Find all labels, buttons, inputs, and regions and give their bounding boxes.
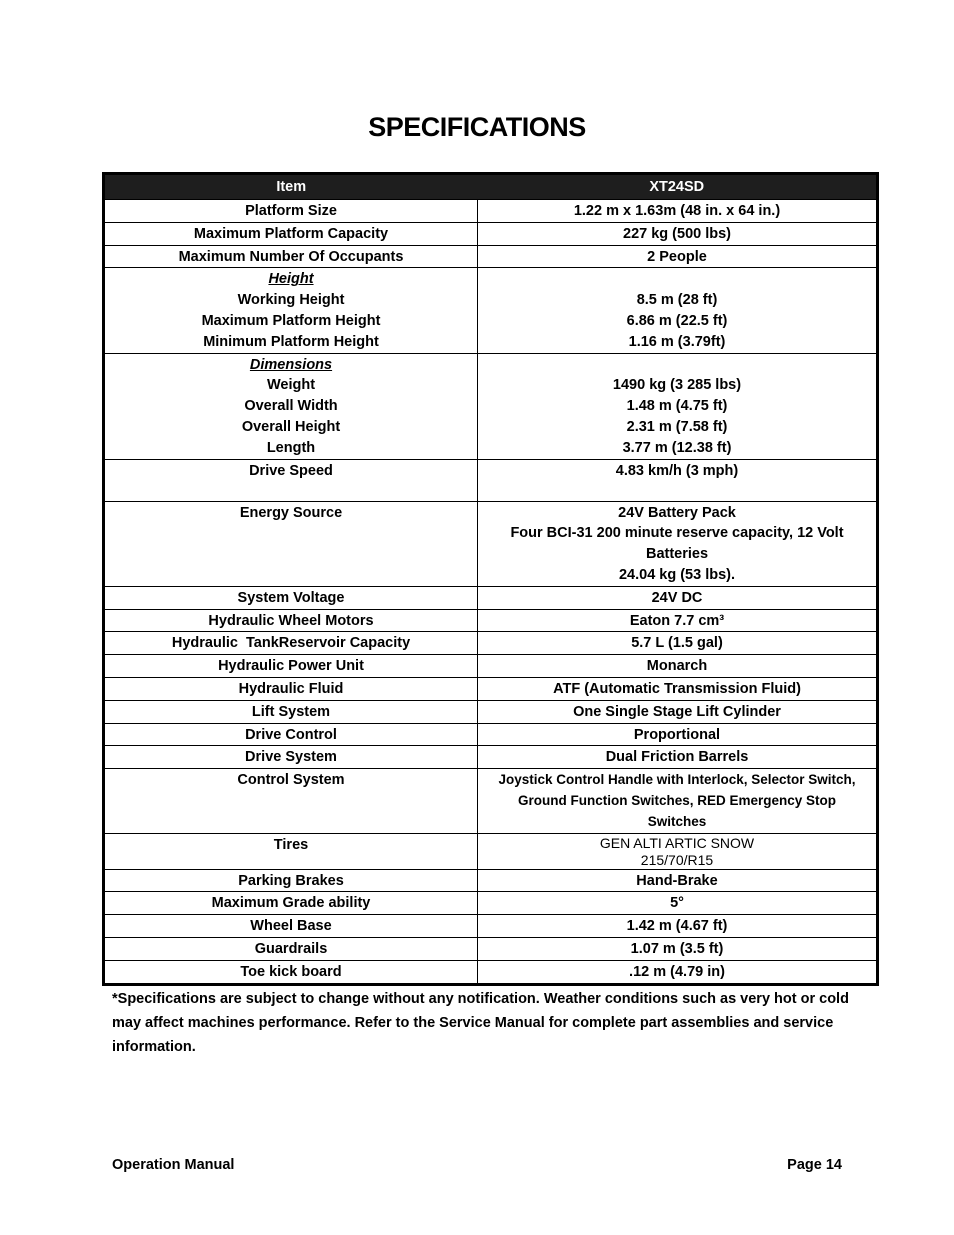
row-value: Hand-Brake	[478, 869, 878, 892]
row-value: 24V DC	[478, 586, 878, 609]
row-label: Working Height	[237, 292, 345, 309]
disclaimer-note: *Specifications are subject to change without any notification. Weather conditions such as very hot or cold may affect machines performance. Refer to the Service Manual for complete part assemblies and service information.	[112, 991, 849, 1055]
table-row	[104, 700, 878, 723]
table-row	[104, 677, 878, 700]
row-value: 24.04 kg (53 lbs).	[618, 566, 736, 583]
row-value: ATF (Automatic Transmission Fluid)	[478, 677, 878, 700]
row-label: Lift System	[104, 700, 478, 723]
row-label: Energy Source	[104, 501, 478, 586]
row-value: 8.5 m (28 ft)	[636, 292, 718, 309]
control-system-values	[478, 769, 878, 833]
table-row	[104, 915, 878, 938]
row-label: Hydraulic Fluid	[104, 677, 478, 700]
row-label: Parking Brakes	[104, 869, 478, 892]
row-value: 5.7 L (1.5 gal)	[478, 632, 878, 655]
row-value: 1.48 m (4.75 ft)	[626, 398, 728, 415]
row-value: 24V Battery Pack	[618, 504, 736, 521]
row-value: 4.83 km/h (3 mph)	[478, 459, 878, 501]
row-label: Wheel Base	[104, 915, 478, 938]
row-label: Hydraulic Power Unit	[104, 655, 478, 678]
row-label: Control System	[104, 769, 478, 833]
row-value: 215/70/R15	[640, 851, 714, 868]
table-row-tires	[104, 833, 878, 869]
row-value: Joystick Control Handle with Interlock, Selector Switch,	[498, 772, 856, 788]
page-title: SPECIFICATIONS	[368, 112, 586, 142]
row-label: Minimum Platform Height	[203, 333, 379, 350]
table-row-dimensions	[104, 353, 878, 459]
row-value: 5°	[478, 892, 878, 915]
row-value: 6.86 m (22.5 ft)	[626, 312, 728, 329]
row-label: Weight	[266, 377, 316, 394]
row-value: 2 People	[478, 245, 878, 268]
table-row	[104, 586, 878, 609]
dimension-labels	[104, 353, 478, 459]
row-value: 2.31 m (7.58 ft)	[626, 418, 728, 435]
footer-page-number: Page 14	[787, 1157, 842, 1173]
row-value: Four BCI-31 200 minute reserve capacity, 12 Volt Batteries	[510, 525, 844, 563]
table-row	[104, 245, 878, 268]
row-value: Monarch	[478, 655, 878, 678]
row-label: Length	[266, 439, 316, 456]
row-label: Tires	[104, 833, 478, 869]
header-model: XT24SD	[478, 174, 878, 200]
row-label: Maximum Platform Capacity	[104, 222, 478, 245]
row-value: 1.16 m (3.79ft)	[628, 333, 726, 350]
table-row	[104, 459, 878, 501]
page-footer	[112, 1157, 842, 1173]
row-value: .12 m (4.79 in)	[478, 960, 878, 984]
row-label: Hydraulic Wheel Motors	[104, 609, 478, 632]
row-label: Overall Height	[241, 418, 341, 435]
row-value: GEN ALTI ARTIC SNOW	[599, 834, 755, 851]
section-heading-height: Height	[268, 271, 314, 288]
row-value: 3.77 m (12.38 ft)	[622, 439, 732, 456]
energy-source-values	[478, 501, 878, 586]
section-heading-dimensions: Dimensions	[249, 356, 333, 373]
row-label: Maximum Number Of Occupants	[104, 245, 478, 268]
table-row	[104, 869, 878, 892]
row-label: Hydraulic TankReservoir Capacity	[104, 632, 478, 655]
row-value: 1.22 m x 1.63m (48 in. x 64 in.)	[478, 200, 878, 223]
row-label: Maximum Grade ability	[104, 892, 478, 915]
table-row	[104, 655, 878, 678]
height-values	[478, 268, 878, 353]
table-row	[104, 937, 878, 960]
row-value: Dual Friction Barrels	[478, 746, 878, 769]
row-value: Proportional	[478, 723, 878, 746]
row-value: 1.42 m (4.67 ft)	[478, 915, 878, 938]
row-label: Guardrails	[104, 937, 478, 960]
row-label: Drive Speed	[104, 459, 478, 501]
row-value: 1490 kg (3 285 lbs)	[612, 377, 742, 394]
table-row-height	[104, 268, 878, 353]
row-value: 227 kg (500 lbs)	[478, 222, 878, 245]
table-row-energy-source	[104, 501, 878, 586]
row-label: Platform Size	[104, 200, 478, 223]
dimension-values	[478, 353, 878, 459]
row-label: System Voltage	[104, 586, 478, 609]
specifications-table	[102, 172, 879, 986]
row-value: One Single Stage Lift Cylinder	[478, 700, 878, 723]
height-labels	[104, 268, 478, 353]
tires-values	[478, 833, 878, 869]
row-label: Maximum Platform Height	[201, 312, 381, 329]
table-row	[104, 200, 878, 223]
table-row	[104, 632, 878, 655]
table-row	[104, 746, 878, 769]
table-row	[104, 222, 878, 245]
row-value: Ground Function Switches, RED Emergency Stop Switches	[517, 792, 837, 829]
table-row	[104, 960, 878, 984]
footer-document-title: Operation Manual	[112, 1157, 235, 1173]
row-value: 1.07 m (3.5 ft)	[478, 937, 878, 960]
table-row	[104, 892, 878, 915]
header-item: Item	[104, 174, 478, 200]
row-label: Drive System	[104, 746, 478, 769]
row-label: Overall Width	[244, 398, 338, 415]
table-row	[104, 723, 878, 746]
row-value: Eaton 7.7 cm³	[478, 609, 878, 632]
row-label: Drive Control	[104, 723, 478, 746]
table-row-control-system	[104, 769, 878, 833]
table-row	[104, 609, 878, 632]
row-label: Toe kick board	[104, 960, 478, 984]
table-header-row	[104, 174, 878, 200]
